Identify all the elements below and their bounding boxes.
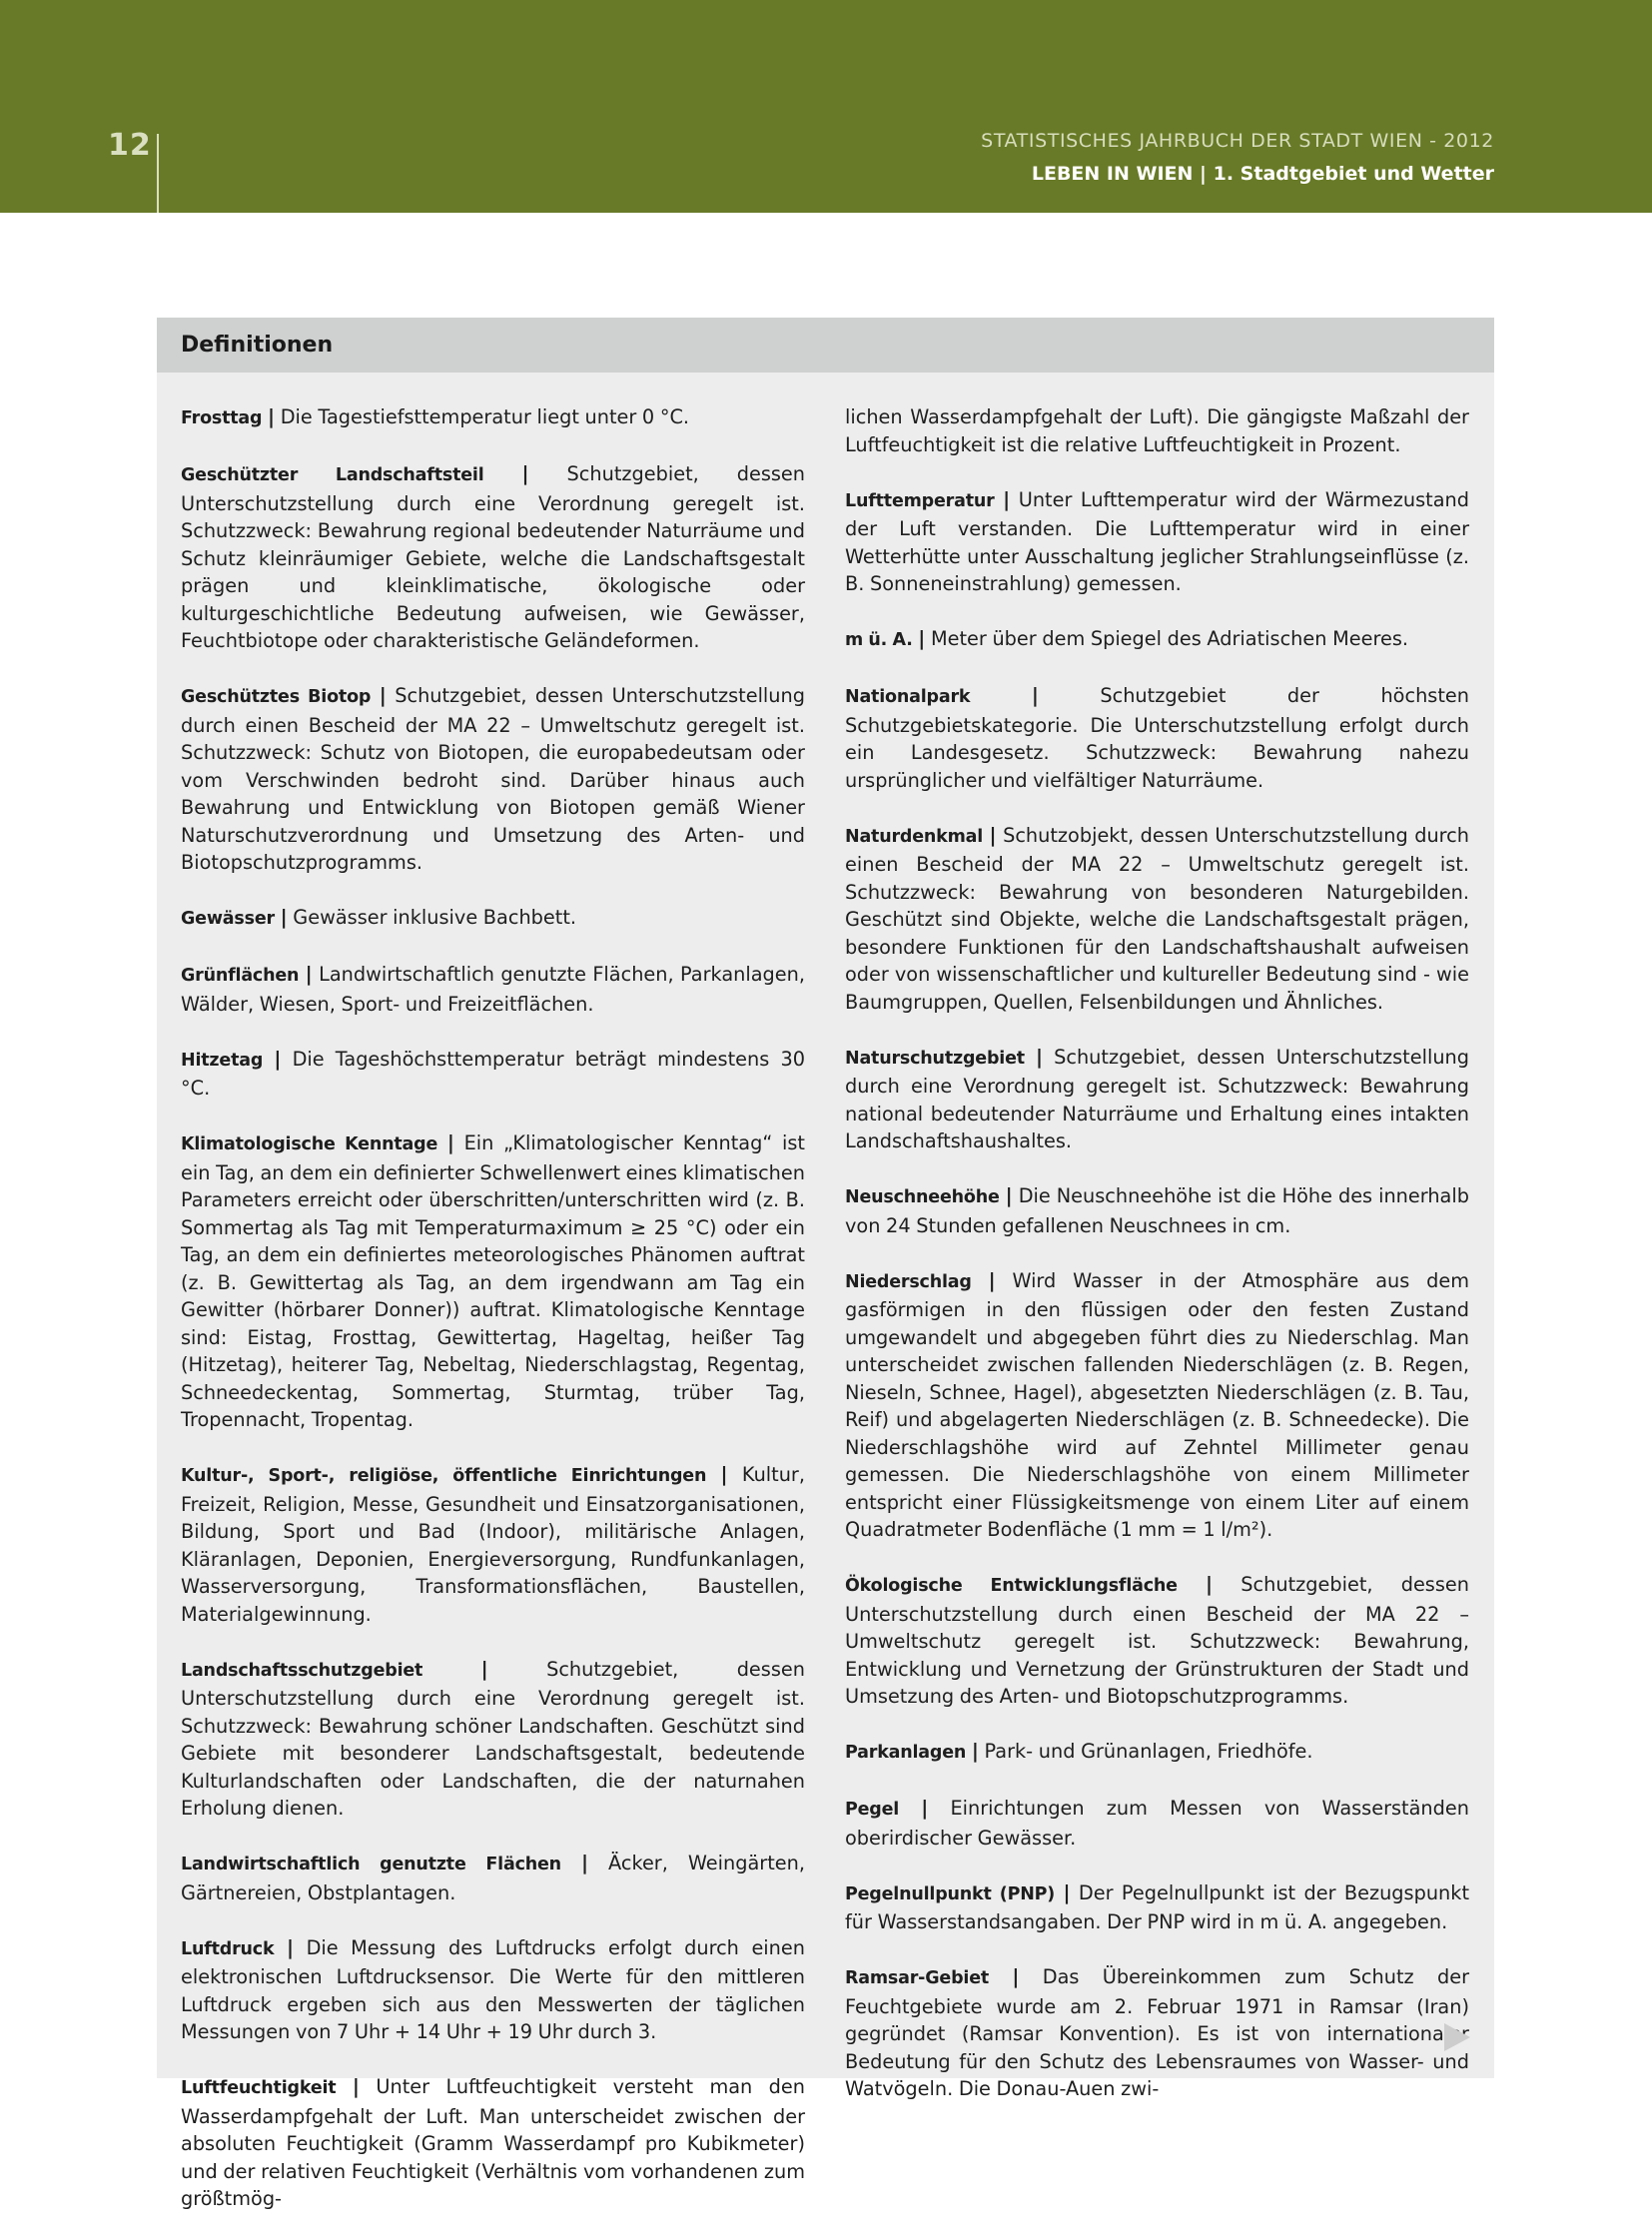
definition-entry [845, 1963, 1469, 2103]
definitions-left-column [181, 403, 805, 2240]
term-separator: | [921, 1797, 929, 1820]
term-separator: | [480, 1657, 488, 1681]
definition-entry [181, 1461, 805, 1628]
definition-text: Kultur, Freizeit, Religion, Messe, Gesundheit und Einsatzorganisationen, Bildung, Sport und Bad (Indoor), militärische Anlagen, Kläranlagen, Deponien, Energieversorgung, Rundfunkanlagen, Wasserversorgung, Transformationsflächen, Baustellen, Materialgewinnung. [181, 1463, 805, 1626]
term-separator: | [286, 1935, 295, 1959]
definition-term: Pegel [845, 1800, 900, 1820]
definition-entry [845, 822, 1469, 1017]
term-separator: | [446, 1131, 454, 1154]
breadcrumb [1032, 163, 1494, 185]
definition-entry [181, 460, 805, 655]
definition-term: Grünflächen [181, 966, 300, 986]
definition-text: Gewässer inklusive Bachbett. [293, 906, 577, 929]
definition-text: Schutzgebiet, dessen Unterschutzstellung durch einen Bescheid der MA 22 – Umweltschutz geregelt ist. Schutzzweck: Schutz von Biotopen, die europabedeutsam oder vom Verschwinden bedroht sind. Darüber hinaus auch Bewahrung und Entwicklung von Biotopen gemäß Wiener Naturschutzverordnung und Umsetzung des Arten- und Biotopschutzprogramms. [181, 684, 805, 874]
definition-term: Naturschutzgebiet [845, 1048, 1025, 1069]
definition-term: Kultur-, Sport-, religiöse, öffentliche Einrichtungen [181, 1466, 707, 1486]
definition-entry [181, 2073, 805, 2213]
definition-entry [181, 1934, 805, 2046]
definition-text: Die Tageshöchsttemperatur beträgt mindestens 30 °C. [181, 1047, 805, 1100]
term-separator: | [379, 684, 387, 707]
definition-text: Die Tagestiefsttemperatur liegt unter 0 °C. [280, 405, 690, 428]
definition-text: Schutzgebiet, dessen Unterschutzstellung durch eine Verordnung geregelt ist. Schutzzweck: Bewahrung schöner Landschaften. Geschützt sind Gebiete mit besonderer Landschaftsgestalt, bedeutende Kulturlandschaften oder Landschaften, die der naturnahen Erholung dienen. [181, 1657, 805, 1820]
definition-term: Nationalpark [845, 687, 971, 707]
definition-entry [845, 1795, 1469, 1852]
definition-term: Parkanlagen [845, 1743, 967, 1763]
definition-text: Meter über dem Spiegel des Adriatischen Meeres. [930, 627, 1408, 650]
page-number: 12 [108, 128, 152, 163]
definition-text: Schutzgebiet, dessen Unterschutzstellung durch eine Verordnung geregelt ist. Schutzzweck: Bewahrung national bedeutender Naturräume und Erhaltung eines intakten Landschaftshaushaltes. [845, 1045, 1470, 1152]
definition-text: Einrichtungen zum Messen von Wasserständen oberirdischer Gewässer. [845, 1797, 1469, 1850]
definition-term: Pegelnullpunkt (PNP) [845, 1883, 1056, 1904]
term-separator: | [274, 1047, 282, 1071]
definition-term: Gewässer [181, 909, 275, 929]
term-separator: | [1012, 1965, 1020, 1988]
term-separator: | [580, 1852, 588, 1874]
definitions-header [157, 318, 1494, 373]
definition-entry [181, 1046, 805, 1103]
definition-text: Äcker, Weingärten, Gärtnereien, Obstplantagen. [181, 1852, 805, 1904]
definition-entry [845, 1738, 1469, 1768]
definition-text: Ein „Klimatologischer Kenntag“ ist ein Tag, an dem ein definierter Schwellenwert eines klimatischen Parameters erreicht oder überschritten/unterschritten wird (z. B. Sommertag als Tag mit Temperaturmaximum ≥ 25 °C) oder ein Tag, an dem ein definiertes meteorologisches Phänomen auftrat (z. B. Gewittertag als Tag, an dem irgendwann am Tag ein Gewitter (hörbarer Donner)) auftrat. Klimatologische Kenntage sind: Eistag, Frosttag, Gewittertag, Hageltag, heißer Tag (Hitzetag), heiterer Tag, Nebeltag, Niederschlagstag, Regentag, Schneedeckentag, Sommertag, Sturmtag, trüber Tag, Tropennacht, Tropentag. [181, 1131, 805, 1431]
definition-term: Luftdruck [181, 1938, 275, 1959]
term-separator: | [918, 627, 926, 650]
term-separator: | [1206, 1573, 1214, 1596]
term-separator: | [988, 1268, 996, 1292]
definitions-title: Definitionen [181, 333, 334, 358]
definition-term: Ökologische Entwicklungsfläche [845, 1576, 1178, 1596]
definition-term: Landwirtschaftlich genutzte Flächen [181, 1855, 561, 1874]
term-separator: | [1005, 1184, 1013, 1207]
definition-entry [845, 1879, 1469, 1936]
definition-text: Schutzgebiet, dessen Unterschutzstellung durch einen Bescheid der MA 22 – Umweltschutz geregelt ist. Schutzzweck: Bewahrung, Entwicklung und Vernetzung der Grünstrukturen der Stadt und Umsetzung des Arten- und Biotopschutzprogramms. [845, 1573, 1469, 1708]
term-separator: | [305, 963, 313, 986]
term-separator: | [971, 1740, 979, 1763]
definition-entry [181, 904, 805, 934]
definition-term: Klimatologische Kenntage [181, 1134, 438, 1154]
definition-entry [845, 1267, 1469, 1544]
term-separator: | [352, 2075, 360, 2098]
definition-text: Unter Luftfeuchtigkeit versteht man den Wasserdampfgehalt der Luft. Man unterscheidet zwischen der absoluten Feuchtigkeit (Gramm Wasserdampf pro Kubikmeter) und der relativen Feuchtigkeit (Verhältnis vom vorhandenen zum größtmög- [181, 2075, 805, 2210]
definition-entry [181, 403, 805, 433]
definition-term: Hitzetag [181, 1050, 264, 1071]
definition-text: Wird Wasser in der Atmosphäre aus dem gasförmigen in den flüssigen oder den festen Zustand umgewandelt und abgegeben führt dies zu Niederschlag. Man unterscheidet zwischen fallenden Niederschlägen (z. B. Regen, Nieseln, Schnee, Hagel), abgesetzten Niederschlägen (z. B. Tau, Reif) und abgelagerten Niederschlägen (z. B. Schneedecke). Die Niederschlagshöhe wird auf Zehntel Millimeter genau gemessen. Die Niederschlagshöhe von einem Millimeter entspricht einer Flüssigkeitsmenge von einem Liter auf einem Quadratmeter Bodenfläche (1 mm = 1 l/m²). [845, 1268, 1469, 1541]
definition-text: Schutzgebiet, dessen Unterschutzstellung durch eine Verordnung geregelt ist. Schutzzweck: Bewahrung regional bedeutender Naturräume und Schutz kleinräumiger Gebiete, welche die Landschaftsgestalt prägen und kleinklimatische, ökologische oder kulturgeschichtliche Bedeutung aufweisen, wie Gewässer, Feuchtbiotope oder charakteristische Geländeformen. [181, 462, 806, 652]
definition-entry [845, 625, 1469, 655]
definition-entry [181, 682, 805, 877]
header-divider [157, 134, 159, 213]
definition-entry [181, 1656, 805, 1823]
definition-text: Der Pegelnullpunkt ist der Bezugspunkt für Wasserstandsangaben. Der PNP wird in m ü. A. angegeben. [845, 1880, 1469, 1933]
definition-term: Frosttag [181, 408, 263, 428]
term-separator: | [989, 823, 997, 847]
header-band [0, 0, 1652, 213]
term-separator: | [268, 405, 276, 428]
definition-term: Ramsar-Gebiet [845, 1968, 990, 1988]
definition-term: m ü. A. [845, 630, 913, 650]
definition-term: Lufttemperatur [845, 490, 995, 511]
definition-term: Niederschlag [845, 1271, 972, 1292]
definition-text: Landwirtschaftlich genutzte Flächen, Parkanlagen, Wälder, Wiesen, Sport- und Freizeitflächen. [181, 963, 805, 1016]
definition-text: Die Messung des Luftdrucks erfolgt durch einen elektronischen Luftdrucksensor. Die Werte für den mittleren Luftdruck ergeben sich aus den Messwerten der täglichen Messungen von 7 Uhr + 14 Uhr + 19 Uhr durch 3. [181, 1935, 805, 2043]
term-separator: | [1036, 1045, 1044, 1069]
next-page-arrow-icon[interactable] [1444, 2023, 1470, 2051]
definition-term: Geschützter Landschaftsteil [181, 465, 484, 485]
breadcrumb-separator: | [1200, 163, 1207, 185]
definition-term: Geschütztes Biotop [181, 687, 372, 707]
term-separator: | [1031, 684, 1039, 707]
term-separator: | [1003, 487, 1011, 511]
definition-entry [181, 961, 805, 1018]
definition-entry [845, 1044, 1469, 1155]
breadcrumb-chapter: 1. Stadtgebiet und Wetter [1213, 163, 1494, 185]
definition-text: Schutzgebiet der höchsten Schutzgebietskategorie. Die Unterschutzstellung erfolgt durch ein Landesgesetz. Schutzzweck: Bewahrung nahezu ursprünglicher und vielfältiger Naturräume. [845, 684, 1469, 792]
definition-text: Die Neuschneehöhe ist die Höhe des innerhalb von 24 Stunden gefallenen Neuschnees in cm. [845, 1184, 1469, 1237]
definition-entry [845, 1182, 1469, 1239]
definition-term: Landschaftsschutzgebiet [181, 1660, 423, 1681]
definition-entry [845, 1571, 1469, 1711]
term-separator: | [521, 462, 529, 485]
term-separator: | [280, 906, 288, 929]
definition-text: Schutzobjekt, dessen Unterschutzstellung durch einen Bescheid der MA 22 – Umweltschutz geregelt ist. Schutzzweck: Bewahrung von besonderen Naturgebilden. Geschützt sind Objekte, welche die Landschaftsgestalt prägen, besondere Funktionen für den Landschaftshaushalt aufweisen oder von wissenschaftlicher und kultureller Bedeutung sind - wie Baumgruppen, Quellen, Felsenbildungen und Ähnliches. [845, 823, 1469, 1014]
breadcrumb-section: LEBEN IN WIEN [1031, 163, 1194, 185]
definition-entry [845, 486, 1469, 598]
definition-entry [845, 682, 1469, 794]
definitions-panel [157, 318, 1494, 2210]
definition-text: Das Übereinkommen zum Schutz der Feuchtgebiete wurde am 2. Februar 1971 in Ramsar (Iran) gegründet (Ramsar Konvention). Es ist von internationaler Bedeutung für den Schutz des Lebensraumes von Wasser- und Watvögeln. Die Donau-Auen zwi- [845, 1965, 1469, 2100]
term-separator: | [1063, 1880, 1071, 1904]
definition-text: Unter Lufttemperatur wird der Wärmezustand der Luft verstanden. Die Lufttemperatur wird in einer Wetterhütte unter Ausschaltung jeglicher Strahlungseinflüsse (z. B. Sonneneinstrahlung) gemessen. [845, 487, 1469, 595]
definition-term: Naturdenkmal [845, 826, 984, 847]
term-separator: | [720, 1463, 728, 1486]
definition-term: Neuschneehöhe [845, 1187, 1000, 1207]
publication-title: STATISTISCHES JAHRBUCH DER STADT WIEN - 2012 [981, 130, 1494, 152]
definition-entry [181, 1850, 805, 1906]
definitions-right-column [845, 403, 1469, 2130]
definition-text: Park- und Grünanlagen, Friedhöfe. [984, 1740, 1313, 1763]
continuation-text: lichen Wasserdampfgehalt der Luft). Die gängigste Maßzahl der Luftfeuchtigkeit ist die relative Luftfeuchtigkeit in Prozent. [845, 405, 1469, 456]
definition-term: Luftfeuchtigkeit [181, 2078, 337, 2098]
definition-entry [181, 1129, 805, 1434]
